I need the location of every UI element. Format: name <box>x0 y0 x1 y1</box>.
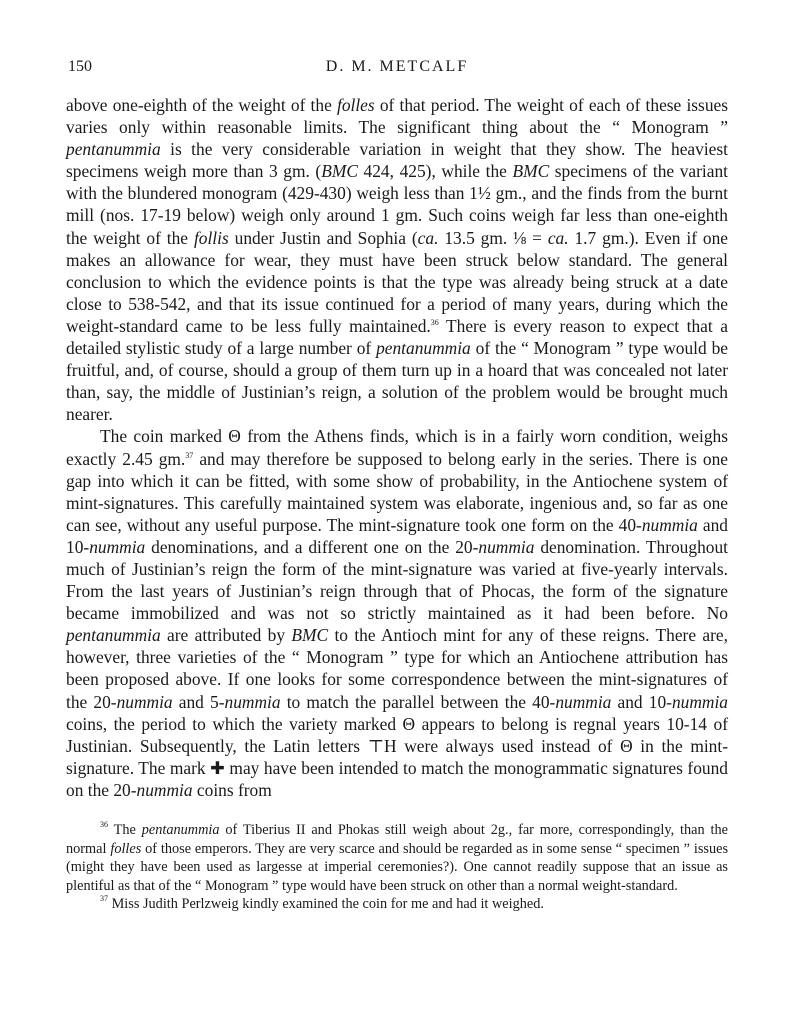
text-run: of those emperors. They are very scarce and should be regarded as in some sense “ specimen ” issues (might they have been used as largesse at imperial ceremonies?). One cannot readily suppose that an issue as plentiful as that of the “ Monogram ” type would have been struck on other than a normal weight-standard. <box>66 840 729 894</box>
text-run: and may therefore be supposed to belong early in the series. There is one gap into which it can be fitted, with some show of probability, in the Antiochene system of mint-signatures. This carefully maintained system was elaborate, ingenious and, so far as one can see, without any useful purpose. The mint-signature took one form on the 40- <box>66 448 728 535</box>
text-run: denomination. Throughout much of Justinian’s reign the form of the mint-signature was varied at five-yearly intervals. From the last years of Justinian’s reign through that of Phocas, the form of the signature became immobilized and was not so strictly maintained as it had been before. No <box>66 536 728 624</box>
text-run: 1.7 gm.). Even if one makes an allowance for wear, they must have been struck below standard. The general conclusion to which the evidence points is that the type was already being struck at a date close to 538-542, and that its issue continued for a period of many years, during which the weight-standard came to be less fully maintained. <box>66 227 729 336</box>
text-run: and 10- <box>611 691 672 712</box>
italic-text: nummia <box>136 779 193 800</box>
text-run: specimens of the variant with the blundered monogram (429-430) weigh less than 1½ gm., and the finds from the burnt mill (nos. 17-19 below) weigh only around 1 gm. Such coins weigh far less than one-eighth the weight of the <box>66 161 728 248</box>
italic-text: nummia <box>478 536 535 557</box>
text-run: of Tiberius II and Phokas still weigh about 2g., far more, correspondingly, than the normal <box>66 822 728 857</box>
text-run: above one-eighth of the weight of the <box>66 95 337 115</box>
footnote-ref: 37 <box>100 894 108 904</box>
italic-text: follis <box>193 227 229 248</box>
footnote-ref: 37 <box>185 450 194 460</box>
italic-text: pentanummia <box>66 139 161 160</box>
text-run: is the very considerable variation in weight that they show. The heaviest specimens weigh more than 3 gm. ( <box>66 139 728 182</box>
text-run: of that period. The weight of each of these issues varies only within reasonable limits. The significant thing about the “ Monogram ” <box>66 95 729 138</box>
italic-text: pentanummia <box>141 822 220 838</box>
italic-text: folles <box>110 840 142 857</box>
text-run: and 10- <box>66 514 728 557</box>
text-run: Miss Judith Perlzweig kindly examined the coin for me and had it weighed. <box>108 896 544 913</box>
italic-text: BMC <box>321 161 358 182</box>
text-run: coins from <box>192 779 272 800</box>
italic-text: BMC <box>512 161 550 182</box>
body-text <box>66 94 728 801</box>
italic-text: folles <box>336 95 375 115</box>
text-run: There is every reason to expect that a detailed stylistic study of a large number of <box>66 315 729 359</box>
text-run: 424, 425), while the <box>357 161 513 182</box>
footnote-36 <box>66 821 728 895</box>
italic-text: pentanummia <box>66 625 161 646</box>
text-run: The <box>108 822 142 838</box>
italic-text: ca. <box>547 227 569 248</box>
text-run: The coin marked Θ from the Athens finds, which is in a fairly worn condition, weighs exactly 2.45 gm. <box>66 426 728 469</box>
running-head-author: D. M. METCALF <box>325 58 469 75</box>
text-run: 13.5 gm. ⅛ = <box>438 227 548 248</box>
italic-text: pentanummia <box>376 338 471 359</box>
running-head <box>66 58 728 82</box>
footnotes <box>66 821 728 914</box>
page-number: 150 <box>68 58 92 75</box>
italic-text: nummia <box>671 691 728 712</box>
italic-text: nummia <box>116 691 173 712</box>
text-run: are attributed by <box>160 625 292 646</box>
italic-text: nummia <box>555 691 612 712</box>
text-run: to the Antioch mint for any of these reigns. There are, however, three varieties of the “ Monogram ” type for which an Antiochene attribution has been proposed above. If one looks for some correspondence between the mint-signatures of the 20- <box>66 625 728 712</box>
italic-text: nummia <box>641 514 698 535</box>
text-run: coins, the period to which the variety marked Θ appears to belong is regnal years 10-14 of Justinian. Subsequently, the Latin letters ⊤H were always used instead of Θ in the mint-signature. The mark ✚ may have been intended to match the monogrammatic signatures found on the 20- <box>66 713 728 800</box>
italic-text: nummia <box>224 691 281 712</box>
text-run: under Justin and Sophia ( <box>228 227 418 248</box>
italic-text: BMC <box>291 625 329 646</box>
paragraph <box>66 94 728 425</box>
italic-text: ca. <box>417 227 439 248</box>
footnote-ref: 36 <box>430 317 439 327</box>
paragraph <box>66 425 728 801</box>
text-run: denominations, and a different one on the 20- <box>145 536 479 557</box>
footnote-37 <box>66 895 728 914</box>
text-run: and 5- <box>172 691 225 712</box>
footnote-ref: 36 <box>100 820 108 829</box>
text-run: to match the parallel between the 40- <box>280 691 556 712</box>
page <box>66 58 728 914</box>
text-run: of the “ Monogram ” type would be fruitful, and, of course, should a group of them turn up in a hoard that was concealed not later than, say, the middle of Justinian’s reign, a solution of the problem would be brought much nearer. <box>66 338 728 425</box>
italic-text: nummia <box>89 536 146 557</box>
